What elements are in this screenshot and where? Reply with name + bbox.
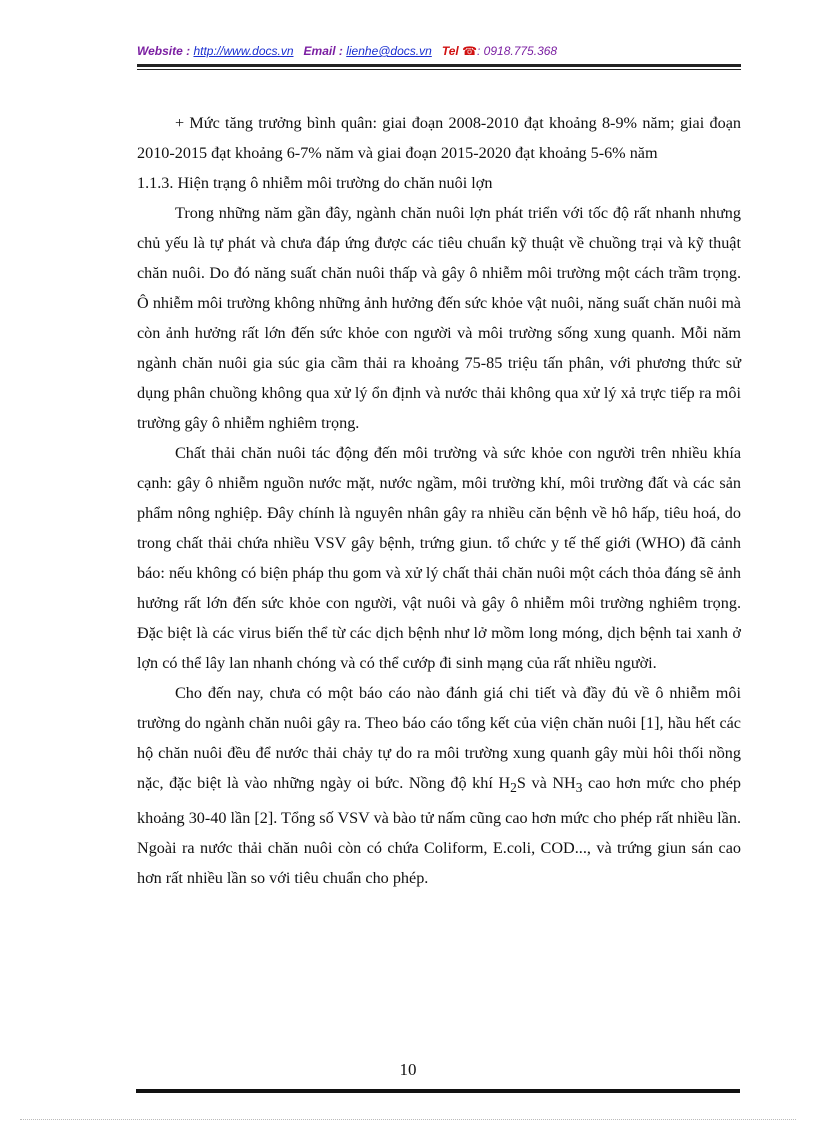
page-edge-divider	[20, 1119, 796, 1120]
header-rule-thin	[137, 69, 741, 70]
growth-rate-paragraph: + Mức tăng trưởng bình quân: giai đoạn 2008-2010 đạt khoảng 8-9% năm; giai đoạn 2010-2015 đạt khoảng 6-7% năm và giai đoạn 2015-2020 đạt khoảng 5-6% năm	[137, 114, 741, 162]
tel-label: Tel	[441, 44, 459, 58]
report-text-1: Cho đến nay, chưa có một báo cáo nào đánh giá chi tiết và đầy đủ về ô nhiễm môi trường do ngành chăn nuôi gây ra. Theo báo cáo tổng kết của viện chăn nuôi [1], hầu hết các hộ chăn nuôi đều để nước thải chảy tự do ra môi trường xung quanh gây mùi hôi thối nồng nặc, đặc biệt là vào những ngày oi bức. Nồng độ khí H	[137, 684, 741, 792]
section-heading: 1.1.3. Hiện trạng ô nhiễm môi trường do chăn nuôi lợn	[137, 174, 493, 192]
email-label: Email	[303, 44, 336, 58]
footer-rule	[136, 1089, 740, 1093]
pollution-status-paragraph: Trong những năm gần đây, ngành chăn nuôi lợn phát triển với tốc độ rất nhanh nhưng chủ yếu là tự phát và chưa đáp ứng được các tiêu chuẩn kỹ thuật về chuồng trại và kỹ thuật chăn nuôi. Do đó năng suất chăn nuôi thấp và gây ô nhiễm môi trường một cách trầm trọng. Ô nhiễm môi trường không những ảnh hưởng đến sức khỏe vật nuôi, năng suất chăn nuôi mà còn ảnh hưởng rất lớn đến sức khỏe con người và môi trường sống xung quanh. Mỗi năm ngành chăn nuôi gia súc gia cầm thải ra khoảng 75-85 triệu tấn phân, với phương thức sử dụng phân chuồng không qua xử lý ổn định và nước thải không qua xử lý xả trực tiếp ra môi trường gây ô nhiễm nghiêm trọng.	[137, 204, 741, 432]
report-text-2: S và NH	[516, 774, 576, 792]
report-text-3: cao hơn mức cho phép khoảng 30-40 lần [2]. Tổng số VSV và bào tử nấm cũng cao hơn mức cho phép rất nhiều lần. Ngoài ra nước thải chăn nuôi còn có chứa Coliform, E.coli, COD..., và trứng giun sán cao hơn rất nhiều lần so với tiêu chuẩn cho phép.	[137, 774, 741, 888]
page-header	[137, 44, 741, 66]
website-link[interactable]: http://www.docs.vn	[193, 44, 294, 58]
email-separator: :	[335, 44, 347, 58]
phone-icon: ☎	[462, 44, 478, 58]
subscript-2: 2	[510, 780, 517, 796]
phone-number: : 0918.775.368	[477, 44, 558, 58]
header-rule-thick	[137, 64, 741, 67]
waste-impact-paragraph: Chất thải chăn nuôi tác động đến môi trường và sức khỏe con người trên nhiều khía cạnh: gây ô nhiễm nguồn nước mặt, nước ngầm, môi trường khí, môi trường đất và các sản phẩm nông nghiệp. Đây chính là nguyên nhân gây ra nhiều căn bệnh về hô hấp, tiêu hoá, do trong chất thải chứa nhiều VSV gây bệnh, trứng giun. tổ chức y tế thế giới (WHO) đã cảnh báo: nếu không có biện pháp thu gom và xử lý chất thải chăn nuôi một cách thỏa đáng sẽ ảnh hưởng rất lớn đến sức khỏe con người, vật nuôi và gây ô nhiễm môi trường nghiêm trọng. Đặc biệt là các virus biến thể từ các dịch bệnh như lở mồm long móng, dịch bệnh tai xanh ở lợn có thể lây lan nhanh chóng và có thể cướp đi sinh mạng của rất nhiều người.	[137, 444, 741, 672]
website-label: Website :	[137, 44, 194, 58]
page-number: 10	[399, 1060, 417, 1079]
document-body	[137, 108, 741, 893]
report-summary-paragraph	[137, 678, 741, 893]
subscript-3: 3	[575, 780, 583, 796]
email-link[interactable]: lienhe@docs.vn	[346, 44, 432, 58]
